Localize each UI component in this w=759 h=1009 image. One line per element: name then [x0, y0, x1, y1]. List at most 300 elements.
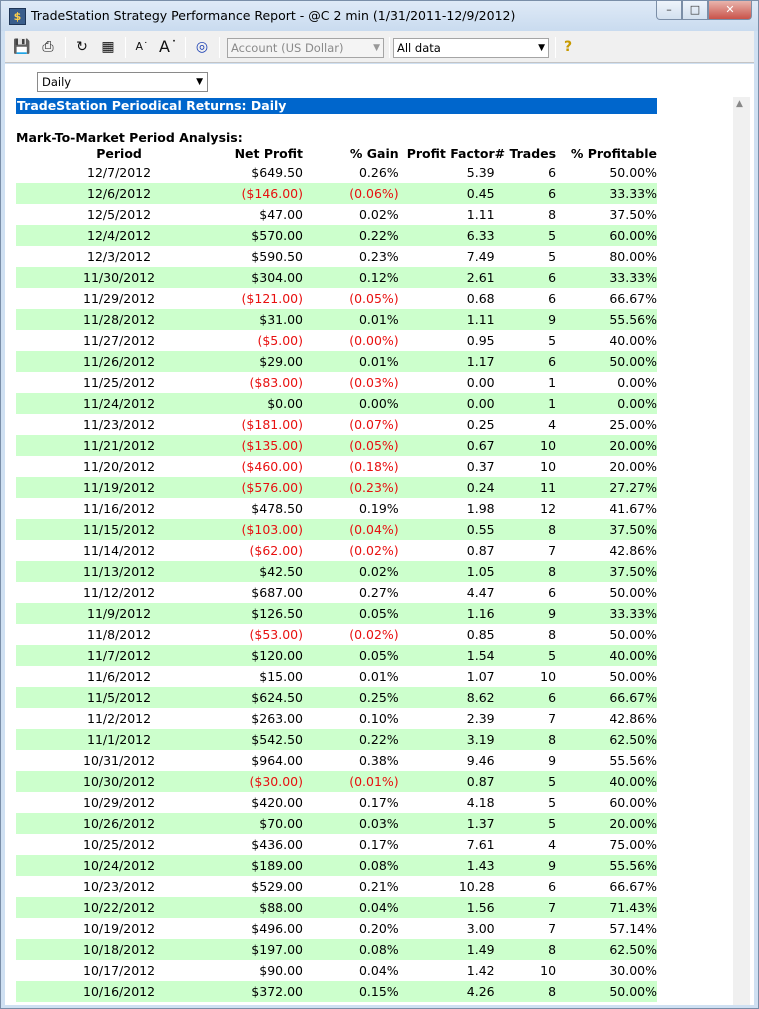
- cell-trades: 12: [540, 501, 557, 516]
- cell-period: 10/22/2012: [16, 897, 222, 918]
- cell-period: 10/16/2012: [16, 981, 222, 1002]
- refresh-icon[interactable]: ↻: [76, 39, 88, 55]
- cell-net-profit: ($121.00): [241, 291, 303, 306]
- cell-gain: 0.03%: [303, 813, 399, 834]
- cell-profitable: 37.50%: [556, 519, 657, 540]
- maximize-button[interactable]: □: [682, 1, 708, 20]
- cell-profitable: 25.00%: [609, 417, 657, 432]
- cell-net-profit: ($53.00): [249, 627, 303, 642]
- cell-period: 11/15/2012: [16, 519, 222, 540]
- table-row: [16, 981, 657, 1002]
- cell-gain: 0.00%: [303, 393, 399, 414]
- cell-period: 10/17/2012: [83, 963, 156, 978]
- chevron-down-icon: ▼: [373, 43, 380, 53]
- minimize-button[interactable]: –: [656, 1, 682, 20]
- cell-profitable: 62.50%: [556, 939, 657, 960]
- window-title: TradeStation Strategy Performance Report - @C 2 min (1/31/2011-12/9/2012): [31, 8, 516, 23]
- cell-net-profit: ($62.00): [249, 543, 303, 558]
- cell-profit-factor: 0.55: [399, 519, 495, 540]
- cell-profitable: 20.00%: [556, 435, 657, 456]
- cell-profitable: 57.14%: [609, 921, 657, 936]
- toolbar-separator: [219, 37, 220, 58]
- cell-trades: 5: [548, 333, 557, 348]
- cell-profit-factor: 1.56: [399, 897, 495, 918]
- cell-net-profit: $120.00: [222, 645, 303, 666]
- table-row: [16, 666, 657, 687]
- cell-trades: 6: [548, 291, 557, 306]
- cell-net-profit: $70.00: [222, 813, 303, 834]
- cell-gain: 0.01%: [303, 309, 399, 330]
- cell-net-profit: $478.50: [251, 501, 303, 516]
- cell-net-profit: $542.50: [222, 729, 303, 750]
- cell-profitable: 50.00%: [609, 165, 657, 180]
- cell-gain: 0.04%: [303, 897, 399, 918]
- cell-profit-factor: 1.11: [466, 207, 495, 222]
- cell-period: 10/29/2012: [83, 795, 156, 810]
- cell-profit-factor: 1.11: [399, 309, 495, 330]
- column-header-trades: # Trades: [494, 146, 557, 161]
- table-row: [16, 939, 657, 960]
- table-row: [16, 267, 657, 288]
- cell-period: 10/23/2012: [83, 879, 156, 894]
- cell-profitable: 71.43%: [556, 897, 657, 918]
- cell-trades: 10: [540, 459, 557, 474]
- cell-period: 11/16/2012: [83, 501, 156, 516]
- cell-profit-factor: 1.05: [399, 561, 495, 582]
- cell-gain: 0.08%: [303, 855, 399, 876]
- cell-period: 10/31/2012: [83, 753, 156, 768]
- cell-profit-factor: 0.87: [466, 543, 495, 558]
- cell-period: 11/1/2012: [16, 729, 222, 750]
- section-title: Mark-To-Market Period Analysis:: [16, 130, 243, 145]
- cell-profitable: 80.00%: [609, 249, 657, 264]
- cell-trades: 6: [495, 183, 556, 204]
- table-row: [16, 897, 657, 918]
- target-icon[interactable]: ◎: [195, 39, 209, 55]
- help-icon[interactable]: ?: [563, 39, 573, 55]
- toolbar: [5, 31, 754, 63]
- print-icon[interactable]: ⎙: [42, 39, 54, 55]
- toolbar-separator: [555, 37, 556, 58]
- cell-profit-factor: 5.39: [466, 165, 495, 180]
- column-header-profit-factor: Profit Factor: [406, 146, 495, 161]
- table-header-row: [16, 146, 657, 162]
- cell-profit-factor: 7.49: [466, 249, 495, 264]
- cell-net-profit: $304.00: [222, 267, 303, 288]
- cell-gain: 0.10%: [358, 711, 399, 726]
- cell-trades: 8: [495, 519, 556, 540]
- report-content: [5, 64, 754, 1005]
- cell-trades: 8: [495, 981, 556, 1002]
- cell-profit-factor: 10.28: [458, 879, 495, 894]
- cell-trades: 5: [548, 795, 557, 810]
- cell-gain: 0.19%: [358, 501, 399, 516]
- cell-net-profit: $687.00: [251, 585, 303, 600]
- cell-net-profit: ($30.00): [222, 771, 303, 792]
- cell-gain: (0.05%): [349, 291, 399, 306]
- cell-gain: 0.12%: [303, 267, 399, 288]
- cell-gain: 0.02%: [303, 561, 399, 582]
- table-row: [16, 246, 657, 267]
- period-select-value: Daily: [42, 75, 72, 89]
- cell-net-profit: $31.00: [222, 309, 303, 330]
- cell-profitable: 42.86%: [609, 711, 657, 726]
- table-row: [16, 351, 657, 372]
- cell-gain: 0.04%: [358, 963, 399, 978]
- cell-profitable: 40.00%: [609, 333, 657, 348]
- cell-profitable: 66.67%: [556, 687, 657, 708]
- cell-trades: 10: [495, 435, 556, 456]
- periodical-returns-table: [16, 146, 657, 1002]
- cell-profit-factor: 0.68: [466, 291, 495, 306]
- cell-net-profit: ($135.00): [222, 435, 303, 456]
- cell-period: 11/21/2012: [16, 435, 222, 456]
- cell-profitable: 42.86%: [609, 543, 657, 558]
- cell-profit-factor: 1.43: [399, 855, 495, 876]
- cell-period: 11/23/2012: [83, 417, 156, 432]
- cell-period: 10/18/2012: [16, 939, 222, 960]
- cell-profitable: 0.00%: [617, 375, 657, 390]
- cell-gain: 0.25%: [303, 687, 399, 708]
- table-row: [16, 204, 657, 225]
- table-row: [16, 771, 657, 792]
- table-row: [16, 561, 657, 582]
- vertical-scrollbar[interactable]: [733, 97, 750, 1005]
- toolbar-separator: [125, 37, 126, 58]
- cell-profitable: 62.50%: [556, 729, 657, 750]
- cell-profitable: 60.00%: [609, 795, 657, 810]
- cell-trades: 8: [548, 627, 557, 642]
- cell-trades: 7: [548, 921, 557, 936]
- cell-period: 11/20/2012: [83, 459, 156, 474]
- cell-period: 10/25/2012: [83, 837, 156, 852]
- cell-net-profit: ($5.00): [257, 333, 303, 348]
- cell-trades: 4: [548, 837, 557, 852]
- cell-gain: 0.17%: [358, 795, 399, 810]
- cell-gain: (0.06%): [303, 183, 399, 204]
- cell-gain: 0.17%: [358, 837, 399, 852]
- cell-profit-factor: 1.17: [399, 351, 495, 372]
- cell-trades: 5: [495, 225, 556, 246]
- table-row: [16, 792, 657, 813]
- cell-profitable: 50.00%: [556, 351, 657, 372]
- cell-profit-factor: 0.00: [399, 393, 495, 414]
- cell-gain: 0.21%: [358, 879, 399, 894]
- cell-profitable: 40.00%: [556, 645, 657, 666]
- table-row: [16, 372, 657, 393]
- cell-profitable: 55.56%: [556, 309, 657, 330]
- column-header-gain: % Gain: [349, 146, 399, 161]
- table-row: [16, 330, 657, 351]
- cell-period: 11/24/2012: [16, 393, 222, 414]
- cell-gain: 0.01%: [358, 669, 399, 684]
- table-row: [16, 603, 657, 624]
- table-row: [16, 414, 657, 435]
- cell-net-profit: $570.00: [222, 225, 303, 246]
- chevron-down-icon: ▼: [538, 43, 545, 53]
- table-row: [16, 876, 657, 897]
- cell-trades: 7: [548, 543, 557, 558]
- cell-period: 11/19/2012: [16, 477, 222, 498]
- cell-profitable: 50.00%: [609, 585, 657, 600]
- cell-gain: 0.26%: [358, 165, 399, 180]
- cell-trades: 6: [495, 351, 556, 372]
- cell-gain: (0.02%): [349, 543, 399, 558]
- cell-period: 12/3/2012: [87, 249, 152, 264]
- cell-profit-factor: 0.67: [399, 435, 495, 456]
- cell-net-profit: $189.00: [222, 855, 303, 876]
- table-row: [16, 309, 657, 330]
- cell-net-profit: $372.00: [222, 981, 303, 1002]
- cell-gain: 0.15%: [303, 981, 399, 1002]
- table-row: [16, 288, 657, 309]
- cell-net-profit: $29.00: [222, 351, 303, 372]
- cell-trades: 7: [548, 711, 557, 726]
- title-bar[interactable]: [1, 1, 758, 31]
- cell-period: 11/29/2012: [83, 291, 156, 306]
- cell-trades: 8: [495, 729, 556, 750]
- cell-period: 11/9/2012: [16, 603, 222, 624]
- cell-net-profit: ($460.00): [241, 459, 303, 474]
- cell-profitable: 0.00%: [556, 393, 657, 414]
- increase-font-icon[interactable]: A˙: [159, 37, 178, 56]
- cell-profit-factor: 2.61: [399, 267, 495, 288]
- table-body: [16, 162, 657, 1002]
- cell-period: 11/8/2012: [87, 627, 152, 642]
- cell-profit-factor: 0.00: [466, 375, 495, 390]
- table-row: [16, 645, 657, 666]
- cell-profit-factor: 6.33: [399, 225, 495, 246]
- cell-trades: 6: [495, 267, 556, 288]
- table-row: [16, 687, 657, 708]
- cell-profit-factor: 4.47: [466, 585, 495, 600]
- cell-trades: 11: [495, 477, 556, 498]
- column-header-profitable: % Profitable: [570, 146, 657, 161]
- table-row: [16, 750, 657, 771]
- cell-profit-factor: 3.00: [466, 921, 495, 936]
- cell-trades: 9: [495, 603, 556, 624]
- cell-profit-factor: 0.85: [466, 627, 495, 642]
- cell-trades: 10: [540, 669, 557, 684]
- table-row: [16, 960, 657, 981]
- close-button[interactable]: ✕: [708, 1, 752, 20]
- cell-period: 10/24/2012: [16, 855, 222, 876]
- cell-profit-factor: 1.54: [399, 645, 495, 666]
- account-currency-select[interactable]: [227, 38, 384, 58]
- cell-period: 11/5/2012: [16, 687, 222, 708]
- table-row: [16, 477, 657, 498]
- cell-profit-factor: 1.49: [399, 939, 495, 960]
- table-row: [16, 183, 657, 204]
- table-row: [16, 834, 657, 855]
- save-icon[interactable]: 💾: [13, 39, 31, 55]
- cell-gain: 0.05%: [303, 603, 399, 624]
- date-range-value: All data: [397, 41, 441, 55]
- cell-gain: (0.18%): [349, 459, 399, 474]
- cell-net-profit: $197.00: [222, 939, 303, 960]
- cell-trades: 5: [495, 813, 556, 834]
- cell-profit-factor: 0.87: [399, 771, 495, 792]
- table-row: [16, 813, 657, 834]
- cell-gain: (0.07%): [349, 417, 399, 432]
- cell-net-profit: $436.00: [251, 837, 303, 852]
- cell-net-profit: $649.50: [251, 165, 303, 180]
- cell-net-profit: $0.00: [222, 393, 303, 414]
- cell-trades: 6: [495, 687, 556, 708]
- column-header-net-profit: Net Profit: [234, 146, 303, 161]
- cell-trades: 10: [540, 963, 557, 978]
- cell-profitable: 27.27%: [556, 477, 657, 498]
- cell-gain: (0.05%): [303, 435, 399, 456]
- cell-period: 11/30/2012: [16, 267, 222, 288]
- table-row: [16, 519, 657, 540]
- cell-profitable: 37.50%: [556, 561, 657, 582]
- cell-period: 12/4/2012: [16, 225, 222, 246]
- cell-profitable: 30.00%: [609, 963, 657, 978]
- cell-trades: 6: [548, 585, 557, 600]
- cell-trades: 9: [548, 753, 557, 768]
- cell-profit-factor: 1.07: [466, 669, 495, 684]
- cell-profitable: 50.00%: [609, 627, 657, 642]
- table-row: [16, 708, 657, 729]
- cell-gain: 0.38%: [358, 753, 399, 768]
- cell-gain: (0.03%): [349, 375, 399, 390]
- cell-trades: 8: [495, 561, 556, 582]
- table-row: [16, 393, 657, 414]
- cell-gain: (0.02%): [349, 627, 399, 642]
- chevron-down-icon: ▼: [196, 77, 203, 87]
- cell-profitable: 20.00%: [556, 813, 657, 834]
- cell-trades: 5: [548, 249, 557, 264]
- cell-trades: 9: [495, 855, 556, 876]
- cell-profitable: 20.00%: [609, 459, 657, 474]
- cell-profitable: 41.67%: [609, 501, 657, 516]
- cell-profit-factor: 4.26: [399, 981, 495, 1002]
- table-row: [16, 456, 657, 477]
- tradestation-app-icon[interactable]: $: [9, 8, 26, 25]
- cell-net-profit: ($576.00): [222, 477, 303, 498]
- cell-trades: 8: [495, 939, 556, 960]
- table-row: [16, 435, 657, 456]
- cell-profit-factor: 9.46: [466, 753, 495, 768]
- cell-net-profit: $529.00: [251, 879, 303, 894]
- cell-period: 12/6/2012: [16, 183, 222, 204]
- cell-period: 11/7/2012: [16, 645, 222, 666]
- cell-profit-factor: 1.42: [466, 963, 495, 978]
- cell-net-profit: $126.50: [222, 603, 303, 624]
- cell-profit-factor: 3.19: [399, 729, 495, 750]
- cell-profitable: 60.00%: [556, 225, 657, 246]
- period-select[interactable]: [37, 72, 208, 92]
- cell-period: 10/19/2012: [83, 921, 156, 936]
- cell-profit-factor: 1.16: [399, 603, 495, 624]
- cell-profitable: 55.56%: [609, 753, 657, 768]
- cell-net-profit: $590.50: [251, 249, 303, 264]
- date-range-select[interactable]: [393, 38, 549, 58]
- cell-period: 11/28/2012: [16, 309, 222, 330]
- cell-period: 11/25/2012: [83, 375, 156, 390]
- cell-net-profit: $496.00: [251, 921, 303, 936]
- cell-gain: 0.20%: [358, 921, 399, 936]
- cell-net-profit: $90.00: [259, 963, 303, 978]
- cell-period: 11/27/2012: [83, 333, 156, 348]
- cell-gain: (0.01%): [303, 771, 399, 792]
- cell-period: 12/5/2012: [87, 207, 152, 222]
- cell-net-profit: $624.50: [222, 687, 303, 708]
- cell-period: 10/26/2012: [16, 813, 222, 834]
- cell-gain: 0.02%: [358, 207, 399, 222]
- cell-net-profit: $420.00: [251, 795, 303, 810]
- cell-net-profit: ($146.00): [222, 183, 303, 204]
- cell-profitable: 33.33%: [556, 183, 657, 204]
- cell-profit-factor: 0.25: [466, 417, 495, 432]
- cell-profit-factor: 8.62: [399, 687, 495, 708]
- cell-net-profit: ($83.00): [249, 375, 303, 390]
- cell-profit-factor: 0.37: [466, 459, 495, 474]
- cell-profit-factor: 7.61: [466, 837, 495, 852]
- table-row: [16, 855, 657, 876]
- cell-net-profit: ($103.00): [222, 519, 303, 540]
- cell-trades: 5: [495, 771, 556, 792]
- cell-trades: 7: [495, 897, 556, 918]
- cell-trades: 8: [548, 207, 557, 222]
- cell-trades: 4: [548, 417, 557, 432]
- cell-period: 11/14/2012: [83, 543, 156, 558]
- cell-net-profit: ($181.00): [241, 417, 303, 432]
- cell-trades: 6: [548, 879, 557, 894]
- table-row: [16, 225, 657, 246]
- cell-gain: 0.22%: [303, 225, 399, 246]
- report-title: TradeStation Periodical Returns: Daily: [16, 98, 657, 114]
- cell-gain: (0.04%): [303, 519, 399, 540]
- cell-gain: 0.22%: [303, 729, 399, 750]
- table-row: [16, 582, 657, 603]
- cell-profitable: 40.00%: [556, 771, 657, 792]
- cell-profitable: 66.67%: [609, 291, 657, 306]
- cell-trades: 5: [495, 645, 556, 666]
- cell-period: 11/6/2012: [87, 669, 152, 684]
- cell-period: 11/26/2012: [16, 351, 222, 372]
- table-row: [16, 540, 657, 561]
- cell-gain: 0.05%: [303, 645, 399, 666]
- cell-period: 11/13/2012: [16, 561, 222, 582]
- cell-period: 10/30/2012: [16, 771, 222, 792]
- toolbar-separator: [389, 37, 390, 58]
- properties-icon[interactable]: ▦: [101, 39, 115, 55]
- cell-net-profit: $47.00: [259, 207, 303, 222]
- cell-trades: 1: [548, 375, 557, 390]
- cell-gain: (0.23%): [303, 477, 399, 498]
- cell-period: 11/2/2012: [87, 711, 152, 726]
- window-controls: [656, 1, 752, 21]
- table-row: [16, 162, 657, 183]
- scroll-up-arrow-icon[interactable]: ▲: [736, 99, 743, 109]
- decrease-font-icon[interactable]: A˙: [135, 40, 149, 53]
- cell-profit-factor: 1.98: [466, 501, 495, 516]
- cell-profit-factor: 1.37: [399, 813, 495, 834]
- cell-gain: 0.27%: [358, 585, 399, 600]
- cell-profit-factor: 0.45: [399, 183, 495, 204]
- cell-profit-factor: 4.18: [466, 795, 495, 810]
- cell-profitable: 33.33%: [556, 603, 657, 624]
- cell-profitable: 50.00%: [556, 981, 657, 1002]
- cell-net-profit: $42.50: [222, 561, 303, 582]
- cell-net-profit: $15.00: [259, 669, 303, 684]
- cell-gain: 0.08%: [303, 939, 399, 960]
- cell-net-profit: $263.00: [251, 711, 303, 726]
- table-row: [16, 624, 657, 645]
- cell-gain: 0.01%: [303, 351, 399, 372]
